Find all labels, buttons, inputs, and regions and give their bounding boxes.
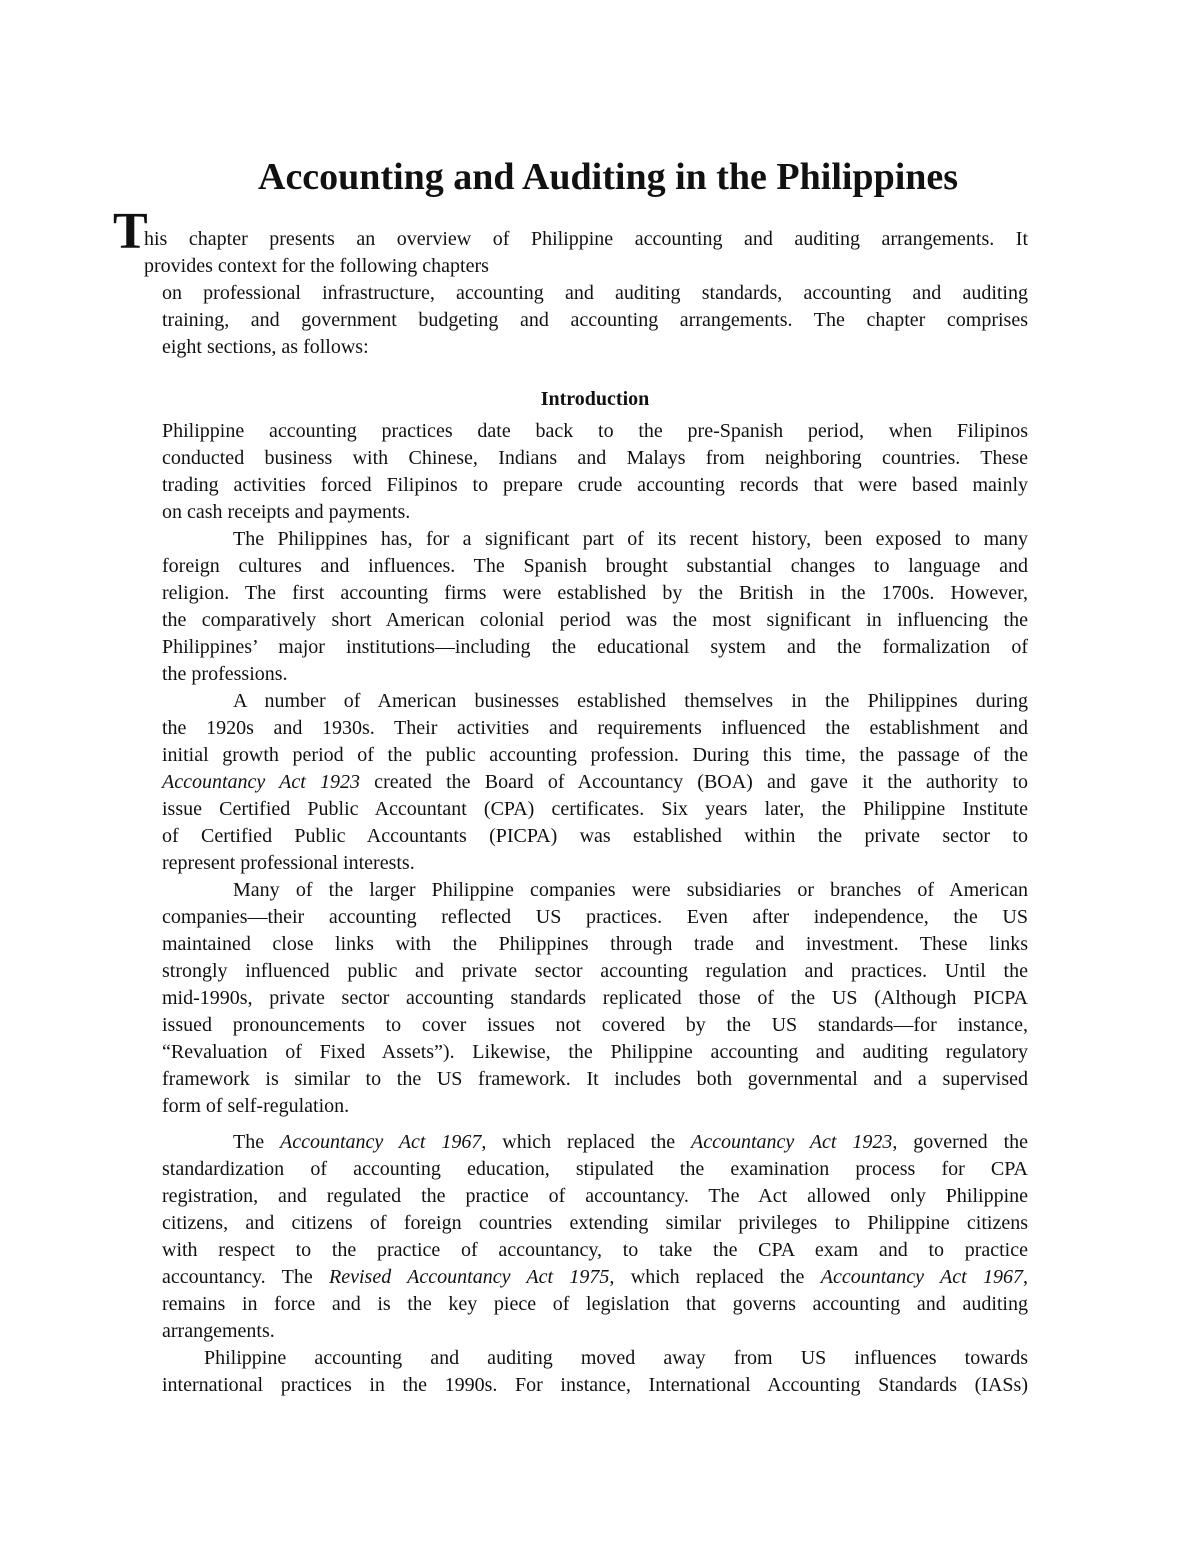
body-line: Philippine accounting practices date back to the pre-Spanish period, when Filipinos	[162, 420, 1028, 442]
body-line: strongly influenced public and private sector accounting regulation and practices. Until the	[162, 960, 1028, 982]
body-line: issued pronouncements to cover issues not covered by the US standards—for instance,	[162, 1014, 1028, 1036]
body-text: created the Board of Accountancy (BOA) and gave it the authority to	[359, 771, 1028, 793]
body-text: , which replaced the	[481, 1131, 691, 1153]
body-text: ,	[1023, 1266, 1028, 1288]
body-line: religion. The first accounting firms were established by the British in the 1700s. However,	[162, 582, 1028, 604]
section-heading: Introduction	[540, 388, 650, 410]
body-line: conducted business with Chinese, Indians and Malays from neighboring countries. These	[162, 447, 1028, 469]
body-text: , governed the	[892, 1131, 1029, 1153]
body-line: framework is similar to the US framework. It includes both governmental and a supervised	[162, 1068, 1028, 1090]
body-line	[233, 1129, 1028, 1156]
intro-line: eight sections, as follows:	[162, 336, 369, 358]
body-line: standardization of accounting education, stipulated the examination process for CPA	[162, 1158, 1028, 1180]
body-line: represent professional interests.	[162, 852, 415, 874]
intro-line: training, and government budgeting and accounting arrangements. The chapter comprises	[162, 309, 1028, 331]
act-title-italic: Accountancy Act 1923	[162, 771, 360, 793]
act-title-italic: Accountancy Act 1967	[280, 1131, 482, 1153]
body-line: the 1920s and 1930s. Their activities and requirements influenced the establishment and	[162, 717, 1028, 739]
intro-line: his chapter presents an overview of Philippine accounting and auditing arrangements. It	[144, 228, 1028, 250]
act-title-italic: Accountancy Act 1923	[691, 1131, 893, 1153]
body-line: maintained close links with the Philippines through trade and investment. These links	[162, 933, 1028, 955]
body-line: issue Certified Public Accountant (CPA) certificates. Six years later, the Philippine Institute	[162, 798, 1028, 820]
body-line: international practices in the 1990s. For instance, International Accounting Standards (IASs)	[162, 1374, 1028, 1396]
intro-line: on professional infrastructure, accounting and auditing standards, accounting and auditing	[162, 282, 1028, 304]
body-line: arrangements.	[162, 1320, 275, 1342]
body-line: form of self-regulation.	[162, 1095, 350, 1117]
body-text: , which replaced the	[609, 1266, 821, 1288]
drop-cap: T	[113, 203, 148, 260]
body-line: Philippines’ major institutions—including the educational system and the formalization of	[162, 636, 1028, 658]
body-line: A number of American businesses established themselves in the Philippines during	[233, 690, 1028, 712]
page-title: Accounting and Auditing in the Philippines	[258, 156, 959, 198]
body-line: initial growth period of the public accounting profession. During this time, the passage of the	[162, 744, 1028, 766]
body-line: Philippine accounting and auditing moved away from US influences towards	[204, 1347, 1028, 1369]
body-line: “Revaluation of Fixed Assets”). Likewise, the Philippine accounting and auditing regulatory	[162, 1041, 1028, 1063]
act-title-italic: Revised Accountancy Act 1975	[329, 1266, 610, 1288]
body-line: trading activities forced Filipinos to prepare crude accounting records that were based mainly	[162, 474, 1028, 496]
body-text: The	[233, 1131, 280, 1153]
body-line: mid-1990s, private sector accounting standards replicated those of the US (Although PICPA	[162, 987, 1028, 1009]
body-line: the comparatively short American colonial period was the most significant in influencing the	[162, 609, 1028, 631]
intro-line: provides context for the following chapters	[144, 255, 489, 277]
body-line: The Philippines has, for a significant part of its recent history, been exposed to many	[233, 528, 1028, 550]
body-line: of Certified Public Accountants (PICPA) was established within the private sector to	[162, 825, 1028, 847]
act-title-italic: Accountancy Act 1967	[820, 1266, 1023, 1288]
body-line: remains in force and is the key piece of legislation that governs accounting and auditing	[162, 1293, 1028, 1315]
body-line: foreign cultures and influences. The Spanish brought substantial changes to language and	[162, 555, 1028, 577]
body-line: with respect to the practice of accountancy, to take the CPA exam and to practice	[162, 1239, 1028, 1261]
body-line: citizens, and citizens of foreign countries extending similar privileges to Philippine citizens	[162, 1212, 1028, 1234]
body-line: companies—their accounting reflected US practices. Even after independence, the US	[162, 906, 1028, 928]
body-line: Many of the larger Philippine companies were subsidiaries or branches of American	[233, 879, 1028, 901]
body-line: the professions.	[162, 663, 288, 685]
body-line: registration, and regulated the practice of accountancy. The Act allowed only Philippine	[162, 1185, 1028, 1207]
body-text: accountancy. The	[162, 1266, 330, 1288]
body-line	[162, 1264, 1028, 1291]
body-line: on cash receipts and payments.	[162, 501, 411, 523]
body-line	[162, 769, 1028, 796]
